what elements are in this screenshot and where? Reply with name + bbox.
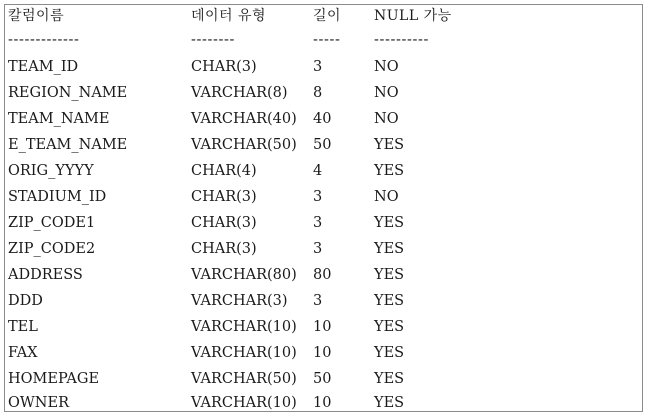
separator-length: ----- (313, 32, 341, 48)
cell-data-type: CHAR(4) (191, 163, 257, 179)
cell-data-type: VARCHAR(10) (191, 345, 297, 361)
table-row (0, 288, 646, 314)
cell-data-type: VARCHAR(80) (191, 267, 297, 283)
cell-data-type: VARCHAR(40) (191, 111, 297, 127)
cell-column-name: DDD (8, 293, 43, 309)
header-length: 길이 (313, 8, 342, 24)
table-row (0, 80, 646, 106)
table-row (0, 390, 646, 416)
cell-length: 10 (313, 395, 332, 411)
cell-data-type: CHAR(3) (191, 59, 257, 75)
table-row (0, 210, 646, 236)
cell-length: 4 (313, 163, 323, 179)
cell-length: 3 (313, 189, 323, 205)
table-row (0, 314, 646, 340)
cell-column-name: ORIG_YYYY (8, 163, 94, 179)
table-row (0, 366, 646, 392)
cell-length: 50 (313, 371, 332, 387)
cell-nullable: YES (374, 241, 405, 257)
header-nullable: NULL 가능 (374, 8, 452, 24)
table-row (0, 262, 646, 288)
table-row (0, 106, 646, 132)
separator-data-type: -------- (191, 32, 235, 48)
cell-length: 3 (313, 215, 323, 231)
cell-column-name: ZIP_CODE1 (8, 215, 96, 231)
cell-length: 50 (313, 137, 332, 153)
cell-nullable: YES (374, 137, 405, 153)
cell-data-type: VARCHAR(50) (191, 371, 297, 387)
cell-data-type: CHAR(3) (191, 189, 257, 205)
table-row (0, 158, 646, 184)
cell-column-name: E_TEAM_NAME (8, 137, 128, 153)
cell-nullable: YES (374, 319, 405, 335)
cell-length: 3 (313, 293, 323, 309)
cell-column-name: TEAM_NAME (8, 111, 110, 127)
table-row (0, 184, 646, 210)
cell-column-name: STADIUM_ID (8, 189, 107, 205)
cell-length: 8 (313, 85, 323, 101)
table-row (0, 54, 646, 80)
cell-nullable: YES (374, 163, 405, 179)
separator-nullable: ---------- (374, 32, 429, 48)
table-row (0, 236, 646, 262)
cell-length: 80 (313, 267, 332, 283)
cell-nullable: NO (374, 59, 399, 75)
cell-data-type: VARCHAR(3) (191, 293, 288, 309)
cell-length: 40 (313, 111, 332, 127)
cell-data-type: VARCHAR(8) (191, 85, 288, 101)
cell-data-type: VARCHAR(10) (191, 319, 297, 335)
cell-data-type: CHAR(3) (191, 241, 257, 257)
cell-column-name: ADDRESS (8, 267, 83, 283)
cell-data-type: VARCHAR(10) (191, 395, 297, 411)
cell-nullable: NO (374, 85, 399, 101)
header-data-type: 데이터 유형 (191, 8, 267, 24)
cell-nullable: YES (374, 267, 405, 283)
cell-nullable: YES (374, 215, 405, 231)
table-row (0, 132, 646, 158)
cell-nullable: YES (374, 293, 405, 309)
cell-nullable: NO (374, 189, 399, 205)
cell-column-name: ZIP_CODE2 (8, 241, 96, 257)
cell-column-name: TEL (8, 319, 38, 335)
header-column-name: 칼럼이름 (8, 8, 65, 24)
cell-length: 3 (313, 59, 323, 75)
cell-nullable: YES (374, 345, 405, 361)
cell-length: 10 (313, 345, 332, 361)
cell-column-name: FAX (8, 345, 38, 361)
cell-nullable: NO (374, 111, 399, 127)
cell-nullable: YES (374, 395, 405, 411)
cell-length: 3 (313, 241, 323, 257)
cell-column-name: TEAM_ID (8, 59, 79, 75)
cell-column-name: OWNER (8, 395, 69, 411)
cell-data-type: CHAR(3) (191, 215, 257, 231)
cell-column-name: REGION_NAME (8, 85, 128, 101)
cell-data-type: VARCHAR(50) (191, 137, 297, 153)
cell-length: 10 (313, 319, 332, 335)
cell-column-name: HOMEPAGE (8, 371, 100, 387)
cell-nullable: YES (374, 371, 405, 387)
table-row (0, 340, 646, 366)
separator-column-name: ------------- (8, 32, 80, 48)
